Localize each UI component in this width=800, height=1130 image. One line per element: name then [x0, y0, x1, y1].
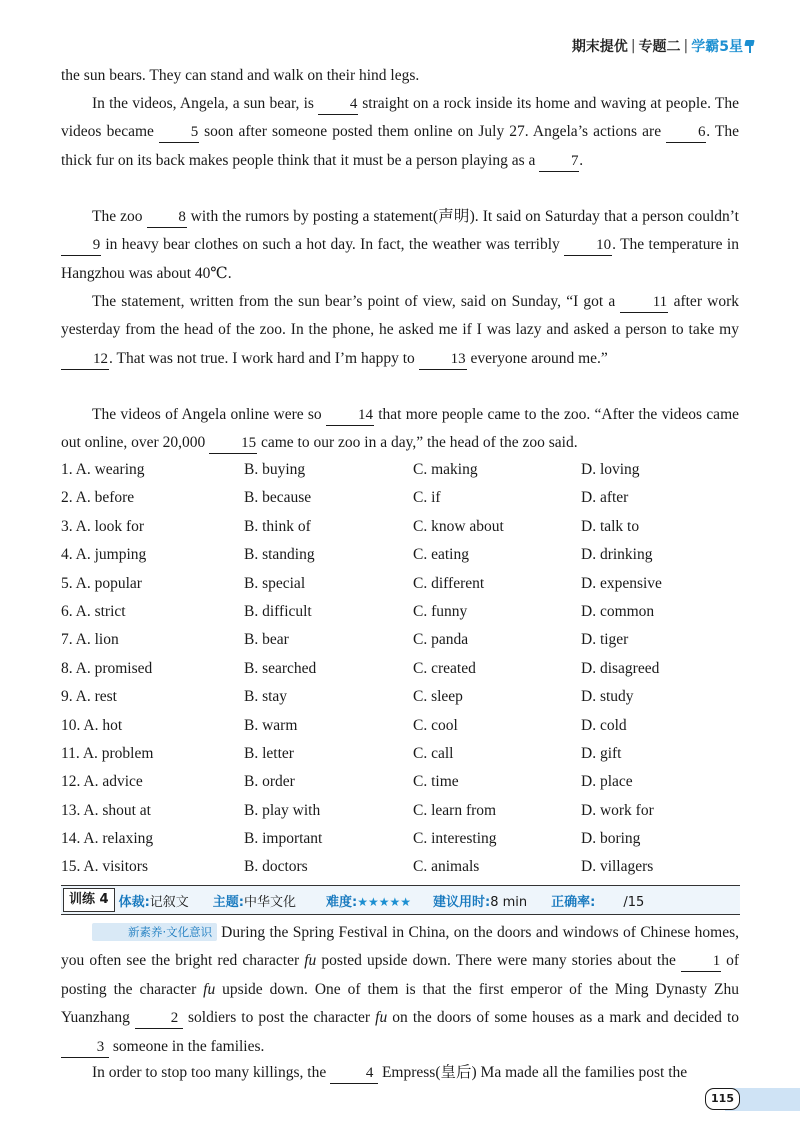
blank-13[interactable]: 13 — [419, 349, 467, 370]
option-b[interactable]: B. think of — [244, 517, 311, 535]
literacy-badge: 新素养·文化意识 — [92, 923, 217, 941]
option-b[interactable]: B. play with — [244, 801, 321, 819]
accuracy-label: 正确率: — [551, 894, 596, 910]
passage-text: The videos of Angela online were so — [92, 406, 326, 423]
passage-paragraph-4 — [61, 401, 739, 458]
option-d[interactable]: D. drinking — [581, 546, 653, 564]
genre-label: 体裁: — [118, 894, 150, 910]
blank-1[interactable]: 1 — [681, 951, 721, 972]
passage-text: soldiers to post the character — [182, 1009, 376, 1027]
passage-text: soon after someone posted them online on July 27. Angela’s actions are — [199, 123, 667, 141]
passage-term: fu — [304, 952, 317, 970]
header-brand: 学霸5星 — [691, 39, 743, 55]
page-header — [572, 36, 754, 56]
option-d[interactable]: D. after — [581, 489, 629, 507]
passage-paragraph-2 — [61, 203, 739, 288]
option-c[interactable]: C. funny — [413, 602, 468, 620]
passage-text: . The temperature in Hangzhou was about 40℃. — [61, 236, 739, 282]
option-b[interactable]: B. doctors — [244, 858, 308, 876]
topic-info — [213, 891, 296, 910]
passage-text: upside down. One of them is that the first emperor of the Ming Dynasty Zhu Yuanzhang — [61, 980, 739, 1027]
passage-text: in heavy bear clothes on such a hot day. In fact, the weather was terribly — [101, 236, 565, 254]
option-c[interactable]: C. know about — [413, 517, 504, 535]
passage-paragraph-3 — [61, 288, 739, 373]
passage-text: of posting the character — [61, 952, 739, 998]
blank-12[interactable]: 12 — [61, 349, 109, 370]
option-c[interactable]: C. panda — [413, 631, 469, 649]
option-c[interactable]: C. animals — [413, 858, 480, 876]
passage-text: on the doors of some houses as a mark and decided to — [387, 1009, 739, 1027]
accuracy-info — [551, 891, 644, 910]
option-c[interactable]: C. created — [413, 659, 476, 677]
passage-paragraph-1 — [61, 90, 739, 175]
question-row — [61, 853, 751, 881]
passage-text: . That was not true. I work hard and I’m happy to — [109, 349, 419, 367]
option-b[interactable]: B. standing — [244, 546, 315, 564]
time-info — [433, 891, 527, 910]
option-a[interactable]: 1. A. wearing — [61, 461, 145, 478]
time-label: 建议用时: — [433, 894, 491, 910]
exercise-tag: 训练 4 — [63, 888, 115, 912]
question-row — [61, 513, 751, 541]
flag-icon — [745, 40, 754, 53]
question-row — [61, 456, 751, 484]
blank-9[interactable]: 9 — [61, 235, 101, 256]
option-a[interactable]: 7. A. lion — [61, 631, 119, 649]
option-a[interactable]: 2. A. before — [61, 489, 135, 507]
blank-6[interactable]: 6 — [666, 122, 706, 143]
passage-text: everyone around me.” — [466, 349, 608, 367]
option-d[interactable]: D. talk to — [581, 517, 640, 535]
option-c[interactable]: C. time — [413, 773, 459, 791]
passage-text: with the rumors by posting a statement(声明). It said on Saturday that a person couldn’t — [186, 208, 739, 225]
passage-text: . — [579, 151, 584, 169]
option-c[interactable]: C. learn from — [413, 801, 497, 819]
option-c[interactable]: C. different — [413, 574, 485, 592]
option-a[interactable]: 14. A. relaxing — [61, 830, 154, 848]
blank-2[interactable]: 2 — [135, 1008, 183, 1029]
question-row — [61, 626, 751, 654]
option-b[interactable]: B. bear — [244, 631, 289, 649]
option-a[interactable]: 13. A. shout at — [61, 801, 151, 819]
option-a[interactable]: 12. A. advice — [61, 773, 143, 791]
passage-term: fu — [203, 980, 216, 998]
option-a[interactable]: 11. A. problem — [61, 744, 154, 762]
header-divider: | — [630, 38, 636, 54]
option-b[interactable]: B. order — [244, 773, 295, 791]
blank-11[interactable]: 11 — [620, 292, 668, 313]
passage-text: In order to stop too many killings, the — [92, 1064, 331, 1081]
passage-text: after work yesterday from the head of the zoo. In the phone, he asked me if I was lazy and asked a person to take my — [61, 293, 739, 339]
option-d[interactable]: D. villagers — [581, 858, 654, 876]
topic-label: 主题: — [212, 894, 244, 910]
passage-text: posted upside down. There were many stories about the — [316, 952, 681, 970]
option-c[interactable]: C. if — [413, 489, 441, 507]
option-c[interactable]: C. making — [413, 461, 478, 478]
genre-value: 记叙文 — [149, 894, 189, 910]
option-d[interactable]: D. expensive — [581, 574, 662, 592]
option-b[interactable]: B. buying — [244, 461, 306, 478]
option-c[interactable]: C. eating — [413, 546, 469, 564]
question-row — [61, 598, 751, 626]
question-row — [61, 712, 751, 740]
option-d[interactable]: D. tiger — [581, 631, 629, 649]
blank-5[interactable]: 5 — [159, 122, 199, 143]
blank-8[interactable]: 8 — [147, 207, 187, 228]
star-rating-icon: ★★★★★ — [357, 894, 412, 909]
blank-15[interactable]: 15 — [209, 433, 257, 454]
option-a[interactable]: 3. A. look for — [61, 517, 145, 535]
blank-3[interactable]: 3 — [61, 1037, 109, 1058]
blank-4[interactable]: 4 — [318, 94, 358, 115]
header-series: 期末提优 — [571, 39, 628, 55]
passage-paragraph-5 — [61, 919, 739, 1061]
passage-text: someone in the families. — [109, 1037, 265, 1055]
option-a[interactable]: 10. A. hot — [61, 716, 123, 734]
exercise-info-bar — [61, 885, 740, 915]
option-c[interactable]: C. sleep — [413, 688, 463, 706]
option-b[interactable]: B. stay — [244, 688, 288, 706]
question-row — [61, 570, 751, 598]
option-b[interactable]: B. difficult — [244, 602, 312, 620]
option-d[interactable]: D. boring — [581, 830, 641, 848]
blank-4-next[interactable]: 4 — [330, 1063, 378, 1084]
option-d[interactable]: D. common — [581, 602, 655, 620]
question-row — [61, 740, 751, 768]
question-row — [61, 825, 751, 853]
passage-text: the sun bears. They can stand and walk on their hind legs. — [61, 67, 420, 84]
option-a[interactable]: 5. A. popular — [61, 574, 142, 592]
passage-text: came to our zoo in a day,” the head of the zoo said. — [257, 434, 578, 452]
option-a[interactable]: 8. A. promised — [61, 659, 153, 677]
option-d[interactable]: D. disagreed — [581, 659, 660, 677]
passage-line-continuation — [61, 62, 739, 90]
option-b[interactable]: B. because — [244, 489, 312, 507]
answer-options — [61, 456, 751, 882]
option-d[interactable]: D. study — [581, 688, 634, 706]
topic-value: 中华文化 — [244, 894, 297, 910]
option-d[interactable]: D. cold — [581, 716, 627, 734]
header-divider: | — [683, 38, 689, 54]
question-row — [61, 541, 751, 569]
passage-paragraph-6 — [61, 1059, 739, 1087]
passage-text: that more people came to the zoo. “After the videos came out online, over 20,000 — [61, 406, 740, 452]
option-c[interactable]: C. call — [413, 744, 454, 762]
question-row — [61, 768, 751, 796]
option-b[interactable]: B. important — [244, 830, 323, 848]
passage-text: . The thick fur on its back makes people think that it must be a person playing as a — [61, 123, 739, 169]
question-row — [61, 683, 751, 711]
question-row — [61, 655, 751, 683]
time-value: 8 min — [490, 894, 528, 910]
option-a[interactable]: 9. A. rest — [61, 688, 117, 706]
passage-text: In the videos, Angela, a sun bear, is — [92, 95, 319, 112]
passage-text: straight on a rock inside its home and waving at people. The videos became — [61, 95, 739, 141]
option-b[interactable]: B. special — [244, 574, 306, 592]
option-c[interactable]: C. interesting — [413, 830, 497, 848]
option-a[interactable]: 4. A. jumping — [61, 546, 147, 564]
option-b[interactable]: B. searched — [244, 659, 317, 677]
accuracy-value: /15 — [623, 894, 645, 910]
blank-10[interactable]: 10 — [564, 235, 612, 256]
page-number: 115 — [705, 1088, 740, 1110]
option-b[interactable]: B. letter — [244, 744, 294, 762]
passage-text: During the Spring Festival in China, on the doors and windows of Chinese homes, you often see the bright red character — [61, 924, 739, 970]
question-row — [61, 484, 751, 512]
option-d[interactable]: D. loving — [581, 461, 640, 478]
option-d[interactable]: D. place — [581, 773, 633, 791]
option-d[interactable]: D. work for — [581, 801, 654, 819]
difficulty-label: 难度: — [326, 894, 358, 910]
option-a[interactable]: 15. A. visitors — [61, 858, 148, 876]
option-c[interactable]: C. cool — [413, 716, 458, 734]
blank-14[interactable]: 14 — [326, 405, 374, 426]
difficulty-info — [326, 891, 411, 910]
blank-7[interactable]: 7 — [539, 151, 579, 172]
option-a[interactable]: 6. A. strict — [61, 602, 126, 620]
option-b[interactable]: B. warm — [244, 716, 298, 734]
passage-text: The statement, written from the sun bear’s point of view, said on Sunday, “I got a — [92, 293, 621, 310]
passage-text: Empress(皇后) Ma made all the families post the — [378, 1064, 688, 1081]
passage-text: The zoo — [92, 208, 147, 225]
genre-info — [119, 891, 189, 910]
option-d[interactable]: D. gift — [581, 744, 622, 762]
question-row — [61, 797, 751, 825]
header-topic: 专题二 — [638, 39, 681, 55]
passage-term: fu — [375, 1009, 388, 1027]
